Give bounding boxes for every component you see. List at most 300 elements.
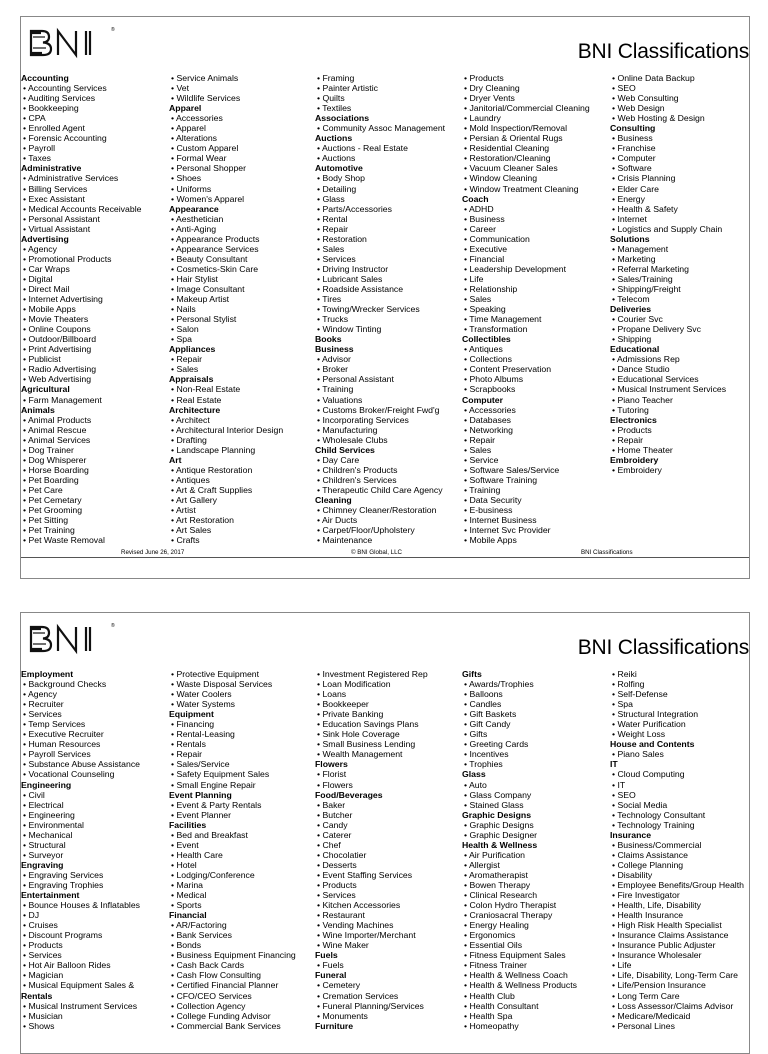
classification-item: • Recruiter [23,699,64,710]
classification-item: • Hotel [171,859,197,870]
classification-item: • Software [612,163,652,174]
registered-mark: ® [111,27,115,33]
classification-item: • Health & Wellness Coach [464,970,568,981]
classification-item: • Carpet/Floor/Upholstery [317,525,415,536]
classification-item: • Pet Training [23,525,75,536]
classification-item: • Services [23,709,62,720]
classification-item: • Rentals [171,739,206,750]
classification-item: • Crisis Planning [612,173,676,184]
classification-item: • Outdoor/Billboard [23,334,97,345]
classification-item: • Online Data Backup [612,73,695,83]
classification-item: • Auditing Services [23,93,96,104]
classification-item: • Health & Wellness Products [464,980,577,991]
column-1 [21,669,140,1031]
classification-item: • Transformation [464,324,528,335]
classification-item: • IT [612,779,626,790]
classification-item: • Self-Defense [612,689,668,700]
category-heading: Deliveries [610,304,652,315]
classification-item: • Aesthetician [171,213,224,224]
classification-item: • Bonds [171,940,202,951]
classification-item: • CPA [23,113,46,124]
classification-item: • Lubricant Sales [317,273,383,284]
category-heading: Entertainment [21,890,80,901]
classification-item: • Personal Lines [612,1020,675,1031]
classification-item: • Web Consulting [612,93,679,104]
classification-item: • Cash Back Cards [171,960,245,971]
classification-item: • DJ [23,910,40,921]
classification-item: • Products [317,879,357,890]
classification-item: • Service [464,454,499,465]
classification-item: • Laundry [464,113,501,124]
classification-item: • Investment Registered Rep [317,669,428,679]
classification-item: • Wildlife Services [171,93,241,104]
classification-item: • Services [317,890,356,901]
classification-item: • Content Preservation [464,364,552,375]
classification-item: • Hair Stylist [171,273,218,284]
classification-item: • Mobile Apps [23,304,76,315]
classification-item: • Auctions - Real Estate [317,143,408,154]
classification-item: • Water Coolers [171,689,232,700]
classification-item: • Repair [464,434,496,445]
classification-item: • Chimney Cleaner/Restoration [317,505,437,516]
classification-item: • Musician [23,1010,63,1021]
classification-item: • Bookkeeper [317,699,369,710]
bni-logo [28,27,108,59]
classification-item: • Employee Benefits/Group Health [612,879,744,890]
classification-item: • Candles [464,699,502,710]
classification-item: • Residential Cleaning [464,143,550,154]
classification-item: • Rental [317,213,348,224]
classification-item: • Gift Candy [464,719,511,730]
classification-item: • Administrative Services [23,173,119,184]
category-heading: Advertising [21,233,69,244]
classification-item: • Personal Assistant [23,213,100,224]
classification-item: • Incorporating Services [317,414,409,425]
classification-item: • Trucks [317,314,349,325]
category-heading: Funeral [315,970,347,981]
column-4 [462,669,577,1031]
classification-item: • Data Security [464,494,522,505]
classification-item: • Elder Care [612,183,659,194]
classification-item: • Pet Grooming [23,505,83,516]
classification-item: • Flowers [317,779,353,790]
classification-item: • Auto [464,779,487,790]
classification-item: • Engineering [23,809,75,820]
classification-item: • Life, Disability, Long-Term Care [612,970,738,981]
classification-item: • Home Theater [612,444,673,455]
classification-item: • Wine Importer/Merchant [317,930,416,941]
classification-item: • Musical Instrument Services [23,1000,138,1011]
classification-item: • Window Cleaning [464,173,538,184]
classification-item: • Funeral Planning/Services [317,1000,424,1011]
classification-item: • Internet Svc Provider [464,525,551,536]
classification-item: • Accessories [171,113,223,124]
classification-item: • Sports [171,900,202,911]
footer-copyright: © BNI Global, LLC [351,549,402,556]
classification-item: • Musical Equipment Sales & [23,980,135,991]
classification-item: • Tires [317,294,342,305]
classification-item: • Repair [317,223,349,234]
classification-item: • College Funding Advisor [171,1010,271,1021]
classification-item: • Cruises [23,920,58,931]
classification-item: • Customs Broker/Freight Fwd'g [317,404,440,415]
classification-item: • Weight Loss [612,729,666,740]
classification-item: • Telecom [612,294,650,305]
category-heading: Event Planning [169,789,232,800]
classification-item: • Uniforms [171,183,212,194]
category-heading: Consulting [610,123,656,134]
classification-item: • Auctions [317,153,356,164]
classification-item: • Rental-Leasing [171,729,235,740]
classification-item: • Technology Training [612,819,695,830]
classification-item: • Awards/Trophies [464,679,534,690]
classification-item: • Event [171,839,199,850]
classification-item: • Networking [464,424,513,435]
classification-item: • Parts/Accessories [317,203,392,214]
classification-item: • Anti-Aging [171,223,217,234]
classification-item: • Engraving Services [23,869,104,880]
classification-item: • Products [464,73,504,83]
classification-item: • College Planning [612,859,684,870]
category-heading: Appearance [169,203,219,214]
classification-item: • Gift Baskets [464,709,517,720]
classification-item: • Executive [464,243,508,254]
category-heading: Food/Beverages [315,789,383,800]
classification-item: • Products [612,424,652,435]
classification-item: • Training [317,384,354,395]
classification-item: • Non-Real Estate [171,384,241,395]
classification-item: • Products [23,940,63,951]
classification-item: • Internet [612,213,647,224]
classification-item: • Quilts [317,93,345,104]
classification-item: • Car Wraps [23,263,70,274]
classification-item: • Bounce Houses & Inflatables [23,900,141,911]
classification-item: • Sales [171,364,199,375]
classification-item: • Personal Shopper [171,163,247,174]
classification-item: • Cemetery [317,980,361,991]
column-5 [610,73,726,475]
classification-page-2 [20,612,750,1054]
classification-item: • Magician [23,970,64,981]
classification-item: • Nails [171,304,196,315]
classification-item: • Radio Advertising [23,364,97,375]
classification-item: • Private Banking [317,709,384,720]
category-heading: Embroidery [610,454,659,465]
classification-item: • Vocational Counseling [23,769,115,780]
category-heading: Rentals [21,990,53,1001]
classification-item: • Colon Hydro Therapist [464,900,557,911]
classification-item: • Loans [317,689,347,700]
column-3 [315,73,445,545]
classification-item: • Online Coupons [23,324,91,335]
classification-item: • Repair [612,434,644,445]
classification-item: • Vet [171,83,190,94]
classification-item: • Publicist [23,354,61,365]
classification-item: • Business [464,213,505,224]
category-heading: Health & Wellness [462,839,538,850]
classification-item: • Health Consultant [464,1000,539,1011]
classification-item: • Enrolled Agent [23,123,85,134]
classification-item: • Technology Consultant [612,809,706,820]
classification-item: • Financing [171,719,215,730]
classification-item: • Ergonomics [464,930,516,941]
classification-item: • Protective Equipment [171,669,260,679]
classification-item: • Alterations [171,133,218,144]
classification-item: • Wine Maker [317,940,369,951]
classification-item: • Exec Assistant [23,193,85,204]
classification-item: • Accessories [464,404,516,415]
classification-item: • Health, Life, Disability [612,900,701,911]
classification-page-1 [20,16,750,579]
classification-item: • Background Checks [23,679,107,690]
classification-item: • Animal Services [23,434,91,445]
classification-item: • Caterer [317,829,352,840]
classification-item: • Monuments [317,1010,368,1021]
category-heading: Furniture [315,1020,354,1031]
classification-item: • Software Sales/Service [464,464,560,475]
column-4 [462,73,590,545]
classification-item: • Air Ducts [317,515,358,526]
classification-item: • Cash Flow Consulting [171,970,261,981]
classification-item: • Restoration [317,233,367,244]
classification-item: • Appearance Products [171,233,260,244]
classification-item: • Wholesale Clubs [317,434,388,445]
classification-item: • Bed and Breakfast [171,829,248,840]
classification-item: • Shoes [171,173,202,184]
classification-item: • Drafting [171,434,207,445]
classification-item: • Management [612,243,669,254]
classification-item: • Image Consultant [171,283,245,294]
classification-item: • Leadership Development [464,263,567,274]
classification-item: • Dog Whisperer [23,454,87,465]
classification-item: • Salon [171,324,199,335]
classification-item: • Embroidery [612,464,662,475]
classification-item: • Valuations [317,394,363,405]
classification-item: • Taxes [23,153,51,164]
classification-item: • Art Gallery [171,494,218,505]
classification-item: • Roadside Assistance [317,283,404,294]
classification-item: • Print Advertising [23,344,92,355]
classification-item: • Piano Teacher [612,394,673,405]
classification-item: • Fire Investigator [612,890,680,901]
classification-item: • Allergist [464,859,500,870]
column-5 [610,669,744,1031]
classification-item: • Business [612,133,653,144]
classification-item: • Essential Oils [464,940,523,951]
classification-item: • Bowen Therapy [464,879,531,890]
classification-item: • Software Training [464,474,538,485]
classification-item: • Manufacturing [317,424,378,435]
classification-item: • Social Media [612,799,668,810]
classification-item: • Health Club [464,990,515,1001]
category-heading: Graphic Designs [462,809,532,820]
classification-item: • Structural Integration [612,709,699,720]
classification-item: • Aromatherapist [464,869,528,880]
classification-item: • Loss Assessor/Claims Advisor [612,1000,734,1011]
classification-item: • Direct Mail [23,283,70,294]
classification-item: • Clinical Research [464,890,538,901]
category-heading: Architecture [169,404,221,415]
classification-item: • Health Insurance [612,910,684,921]
classification-item: • Candy [317,819,348,830]
classification-item: • SEO [612,83,636,94]
classification-item: • Art & Craft Supplies [171,484,253,495]
classification-item: • Antiques [171,474,210,485]
classification-item: • Electrical [23,799,64,810]
classification-item: • Medical [171,890,207,901]
classification-item: • Women's Apparel [171,193,245,204]
classification-item: • Long Term Care [612,990,680,1001]
column-1 [21,73,141,545]
classification-item: • Maintenance [317,535,373,546]
classification-item: • Antiques [464,344,503,355]
classification-item: • Certified Financial Planner [171,980,279,991]
classification-item: • Shipping/Freight [612,283,681,294]
classification-item: • Animal Rescue [23,424,87,435]
classification-item: • Custom Apparel [171,143,239,154]
classification-item: • Art Restoration [171,515,234,526]
classification-item: • Scrapbooks [464,384,516,395]
category-heading: Collectibles [462,334,511,345]
classification-item: • Day Care [317,454,360,465]
classification-item: • Insurance Wholesaler [612,950,702,961]
classification-item: • Painter Artistic [317,83,378,94]
classification-item: • Formal Wear [171,153,227,164]
classification-item: • Detailing [317,183,357,194]
classification-item: • Vacuum Cleaner Sales [464,163,558,174]
category-heading: Equipment [169,709,214,720]
classification-item: • Sales [317,243,345,254]
classification-item: • Web Hosting & Design [612,113,705,124]
classification-item: • Health Spa [464,1010,513,1021]
classification-item: • Animal Products [23,414,92,425]
classification-item: • Promotional Products [23,253,112,264]
footer-revised-date: Revised June 26, 2017 [121,549,185,556]
classification-item: • Propane Delivery Svc [612,324,701,335]
category-heading: Insurance [610,829,652,840]
classification-item: • Sink Hole Coverage [317,729,400,740]
classification-item: • Piano Sales [612,749,664,760]
classification-item: • Repair [171,354,203,365]
classification-item: • Personal Stylist [171,314,237,325]
classification-item: • Computer [612,153,656,164]
classification-item: • Graphic Designer [464,829,538,840]
category-heading: Computer [462,394,504,405]
category-heading: Animals [21,404,55,415]
classification-item: • Musical Instrument Services [612,384,727,395]
classification-item: • Pet Waste Removal [23,535,105,546]
category-heading: Coach [462,193,489,204]
classification-item: • Chocolatier [317,849,367,860]
classification-item: • Collections [464,354,512,365]
page-title: BNI Classifications [577,40,749,63]
classification-item: • Mechanical [23,829,73,840]
category-heading: Accounting [21,73,69,83]
classification-item: • Advisor [317,354,351,365]
category-heading: Automotive [315,163,363,174]
classification-item: • Crafts [171,535,200,546]
classification-item: • Antique Restoration [171,464,253,475]
classification-item: • Event Staffing Services [317,869,413,880]
classification-item: • Service Animals [171,73,239,83]
classification-item: • Cosmetics-Skin Care [171,263,259,274]
classification-item: • Career [464,223,497,234]
classification-item: • Commercial Bank Services [171,1020,281,1031]
page-title: BNI Classifications [577,636,749,659]
classification-item: • Photo Albums [464,374,524,385]
category-heading: Cleaning [315,494,352,505]
classification-item: • Glass Company [464,789,532,800]
column-2 [169,669,296,1031]
classification-item: • Janitorial/Commercial Cleaning [464,103,590,114]
classification-item: • Fuels [317,960,344,971]
classification-item: • Virtual Assistant [23,223,91,234]
classification-item: • Relationship [464,283,518,294]
classification-item: • Reiki [612,669,637,679]
classification-item: • Beauty Consultant [171,253,248,264]
classification-item: • Educational Services [612,374,699,385]
classification-item: • ADHD [464,203,494,214]
classification-item: • Shipping [612,334,652,345]
classification-item: • Butcher [317,809,353,820]
classification-item: • Internet Business [464,515,537,526]
classification-item: • Sales [464,444,492,455]
classification-item: • Business Equipment Financing [171,950,296,961]
classification-item: • Referral Marketing [612,263,689,274]
classification-item: • Civil [23,789,45,800]
classification-item: • Substance Abuse Assistance [23,759,141,770]
classification-item: • Claims Assistance [612,849,688,860]
classification-item: • Dance Studio [612,364,670,375]
category-heading: Administrative [21,163,82,174]
classification-item: • Forensic Accounting [23,133,107,144]
classification-item: • Driving Instructor [317,263,389,274]
classification-item: • Services [317,253,356,264]
classification-item: • Baker [317,799,346,810]
classification-item: • Fitness Trainer [464,960,527,971]
category-heading: Educational [610,344,660,355]
classification-item: • Desserts [317,859,357,870]
classification-item: • High Risk Health Specialist [612,920,722,931]
classification-item: • Wealth Management [317,749,403,760]
category-heading: Agricultural [21,384,70,395]
category-heading: Glass [462,769,486,780]
classification-item: • Dryer Vents [464,93,515,104]
classification-item: • Environmental [23,819,84,830]
classification-item: • Craniosacral Therapy [464,910,553,921]
classification-item: • Farm Management [23,394,102,405]
classification-item: • Children's Services [317,474,397,485]
category-heading: Financial [169,910,207,921]
classification-item: • Financial [464,253,505,264]
classification-item: • Life [464,273,484,284]
classification-item: • Education Savings Plans [317,719,419,730]
classification-item: • Spa [171,334,192,345]
classification-item: • Agency [23,689,57,700]
classification-item: • Restoration/Cleaning [464,153,551,164]
classification-item: • Tutoring [612,404,649,415]
classification-item: • Disability [612,869,653,880]
classification-item: • Spa [612,699,633,710]
classification-item: • Architectural Interior Design [171,424,284,435]
classification-item: • Pet Care [23,484,63,495]
category-heading: Business [315,344,354,355]
classification-item: • Rolfing [612,679,645,690]
classification-item: • Persian & Oriental Rugs [464,133,563,144]
classification-item: • Accounting Services [23,83,107,94]
classification-item: • Florist [317,769,347,780]
classification-item: • Mold Inspection/Removal [464,123,567,134]
